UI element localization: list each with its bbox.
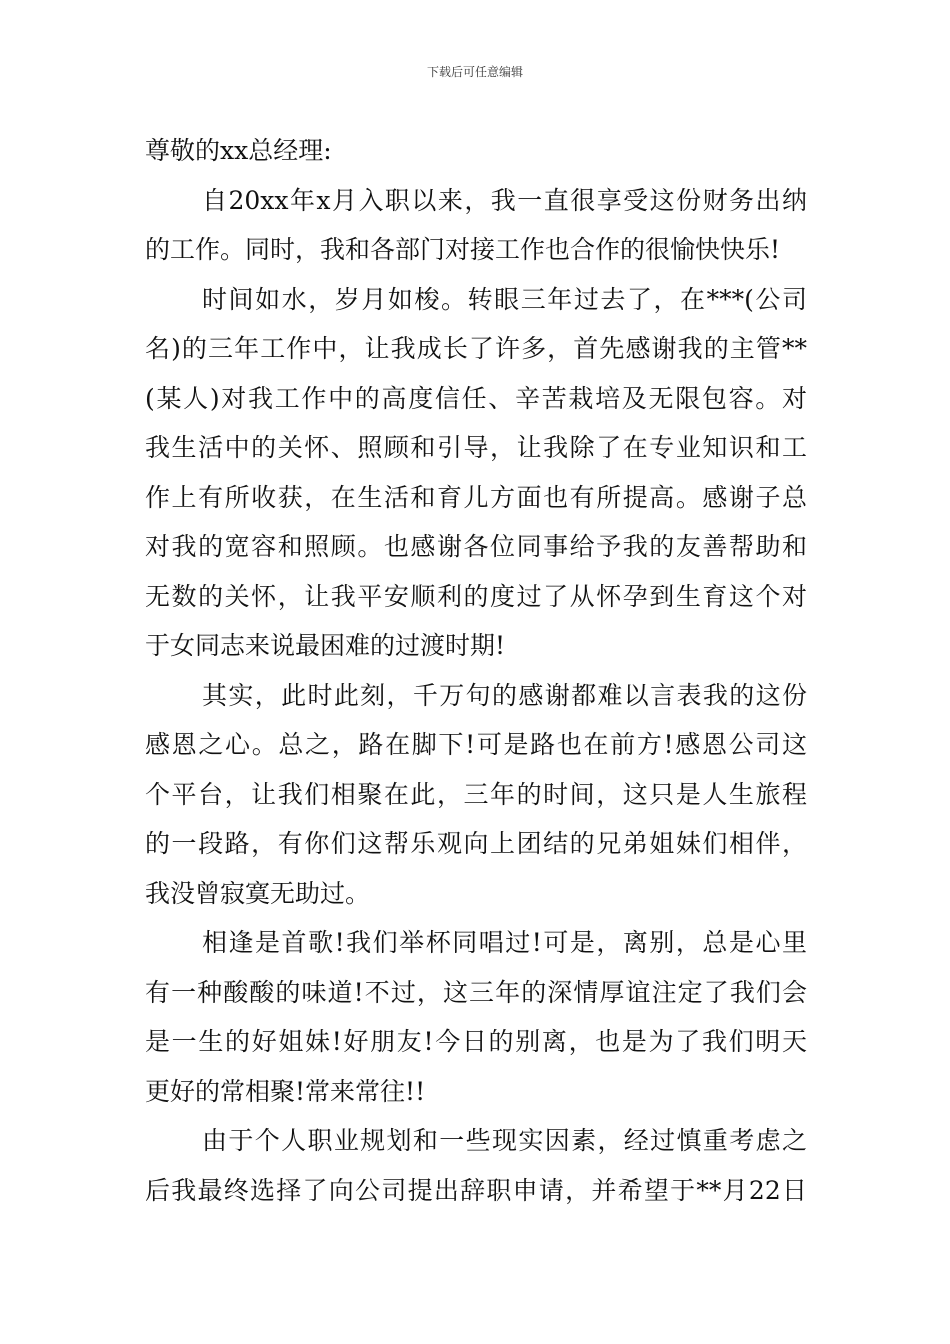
text-line: 作上有所收获，在生活和育儿方面也有所提高。感谢子总 xyxy=(145,482,807,512)
text-line: 相逢是首歌!我们举杯同唱过!可是，离别，总是心里 xyxy=(202,928,807,957)
text-line: 其实，此时此刻，千万句的感谢都难以言表我的这份 xyxy=(202,680,807,710)
letter-greeting: 尊敬的xx总经理: xyxy=(145,136,332,165)
text-line: 后我最终选择了向公司提出辞职申请，并希望于**月22日 xyxy=(145,1175,807,1205)
text-line: 于女同志来说最困难的过渡时期! xyxy=(145,631,506,660)
text-line: 时间如水，岁月如梭。转眼三年过去了，在***(公司 xyxy=(202,284,807,314)
text-line: 无数的关怀，让我平安顺利的度过了从怀孕到生育这个对 xyxy=(145,581,807,611)
text-line: 名)的三年工作中，让我成长了许多，首先感谢我的主管** xyxy=(145,334,807,363)
text-line: 对我的宽容和照顾。也感谢各位同事给予我的友善帮助和 xyxy=(145,532,807,561)
text-line: 感恩之心。总之，路在脚下!可是路也在前方!感恩公司这 xyxy=(145,730,807,759)
text-line: 有一种酸酸的味道!不过，这三年的深情厚谊注定了我们会 xyxy=(145,977,807,1007)
letter-paragraphs xyxy=(145,176,807,1216)
text-line: 我生活中的关怀、照顾和引导，让我除了在专业知识和工 xyxy=(145,433,807,462)
text-line: 自20xx年x月入职以来，我一直很享受这份财务出纳 xyxy=(202,185,807,215)
text-line: 个平台，让我们相聚在此，三年的时间，这只是人生旅程 xyxy=(145,779,807,809)
text-line: 的一段路，有你们这帮乐观向上团结的兄弟姐妹们相伴， xyxy=(145,829,807,858)
text-line: 更好的常相聚!常来常往!! xyxy=(145,1076,426,1106)
text-line: 是一生的好姐妹!好朋友!今日的别离，也是为了我们明天 xyxy=(145,1027,807,1056)
page-header-note: 下载后可任意编辑 xyxy=(426,65,523,79)
text-line: 的工作。同时，我和各部门对接工作也合作的很愉快快乐! xyxy=(145,235,781,264)
text-line: (某人)对我工作中的高度信任、辛苦栽培及无限包容。对 xyxy=(145,383,807,413)
text-line: 我没曾寂寞无助过。 xyxy=(145,878,371,908)
letter-body xyxy=(145,126,807,1215)
text-line: 由于个人职业规划和一些现实因素，经过慎重考虑之 xyxy=(202,1126,807,1155)
